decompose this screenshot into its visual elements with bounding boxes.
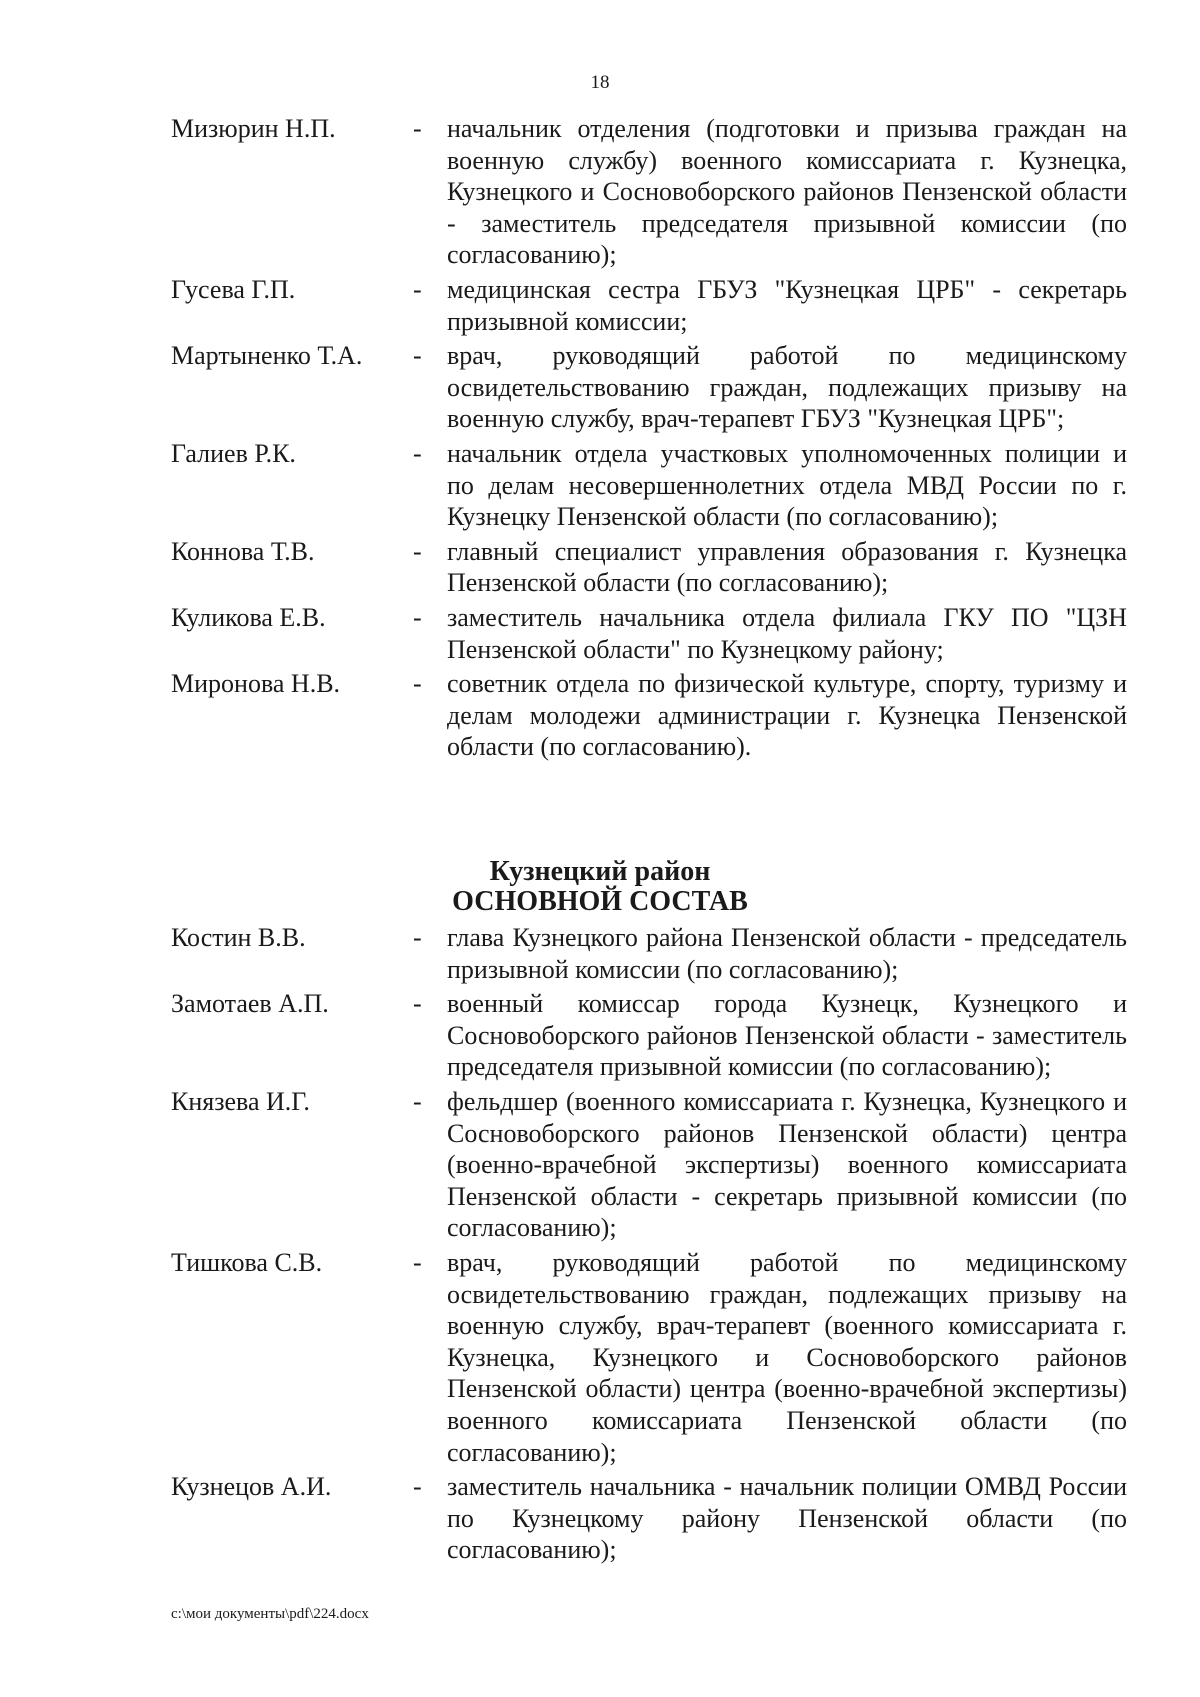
member-position: начальник отдела участковых уполномоченных полиции и по делам несовершеннолетних отдела МВД России по г. Кузнецку Пензенской области (по согласованию); (447, 438, 1127, 532)
section-subtitle: ОСНОВНОЙ СОСТАВ (452, 886, 748, 917)
member-name: Куликова Е.В. (171, 602, 326, 632)
list-item (171, 988, 1127, 1083)
member-position: главный специалист управления образования г. Кузнецка Пензенской области (по согласованию); (447, 536, 1127, 598)
dash: - (413, 1472, 422, 1502)
list-item (171, 1471, 1127, 1566)
member-name: Гусева Г.П. (171, 274, 296, 304)
member-position: заместитель начальника отдела филиала ГКУ ПО "ЦЗН Пензенской области" по Кузнецкому району; (447, 602, 1127, 664)
dash: - (413, 114, 422, 143)
member-name: Мартыненко Т.А. (171, 341, 363, 371)
member-position: советник отдела по физической культуре, спорту, туризму и делам молодежи администрации г. Кузнецка Пензенской области (по согласованию). (447, 669, 1127, 762)
member-name: Тишкова С.В. (171, 1247, 323, 1277)
dash: - (413, 274, 422, 304)
member-name: Костин В.В. (171, 923, 306, 952)
commission-list-city (171, 113, 1127, 766)
member-position: фельдшер (военного комиссариата г. Кузнецка, Кузнецкого и Сосновоборского районов Пензенской области) центра (военно-врачебной экспертизы) военного комиссариата Пензенской области - секретарь призывной комиссии (по согласованию); (447, 1086, 1127, 1243)
section-title: Кузнецкий район (489, 856, 711, 887)
dash: - (413, 602, 422, 632)
member-position: медицинская сестра ГБУЗ "Кузнецкая ЦРБ" - секретарь призывной комиссии; (447, 274, 1127, 336)
dash: - (413, 438, 422, 468)
member-position: врач, руководящий работой по медицинскому освидетельствованию граждан, подлежащих призыву на военную службу, врач-терапевт (военного комиссариата г. Кузнецка, Кузнецкого и Сосновоборского районов Пензенской области) центра (военно-врачебной экспертизы) военного комиссариата Пензенской области (по согласованию); (447, 1247, 1127, 1467)
list-item (171, 1247, 1127, 1468)
list-item (171, 1086, 1127, 1244)
list-item (171, 113, 1127, 271)
member-name: Замотаев А.П. (171, 989, 329, 1019)
dash: - (413, 1247, 422, 1277)
dash: - (413, 536, 422, 566)
list-item (171, 602, 1127, 665)
member-position: врач, руководящий работой по медицинскому освидетельствованию граждан, подлежащих призыву на военную службу, врач-терапевт ГБУЗ "Кузнецкая ЦРБ"; (447, 341, 1127, 434)
page-number: 18 (590, 72, 610, 93)
dash: - (413, 923, 422, 952)
member-position: заместитель начальника - начальник полиции ОМВД России по Кузнецкому району Пензенской области (по согласованию); (447, 1472, 1127, 1565)
list-item (171, 340, 1127, 435)
list-item (171, 438, 1127, 533)
member-position: начальник отделения (подготовки и призыва граждан на военную службу) военного комиссариата г. Кузнецка, Кузнецкого и Сосновоборского районов Пензенской области - заместитель председателя призывной комиссии (по согласованию); (447, 114, 1127, 270)
member-name: Галиев Р.К. (171, 438, 296, 468)
dash: - (413, 341, 422, 371)
list-item (171, 668, 1127, 763)
footer-file-path: c:\мои документы\pdf\224.docx (171, 1606, 369, 1622)
member-name: Князева И.Г. (171, 1086, 310, 1116)
dash: - (413, 669, 422, 699)
member-position: глава Кузнецкого района Пензенской области - председатель призывной комиссии (по согласованию); (447, 923, 1127, 984)
member-position: военный комиссар города Кузнецк, Кузнецкого и Сосновоборского районов Пензенской области - заместитель председателя призывной комиссии (по согласованию); (447, 989, 1127, 1082)
dash: - (413, 1086, 422, 1116)
dash: - (413, 989, 422, 1019)
commission-list-district (171, 922, 1127, 1569)
list-item (171, 536, 1127, 599)
list-item (171, 922, 1127, 985)
member-name: Кузнецов А.И. (171, 1472, 332, 1502)
list-item (171, 274, 1127, 337)
member-name: Миронова Н.В. (171, 669, 341, 699)
member-name: Мизюрин Н.П. (171, 114, 336, 143)
member-name: Коннова Т.В. (171, 536, 315, 566)
